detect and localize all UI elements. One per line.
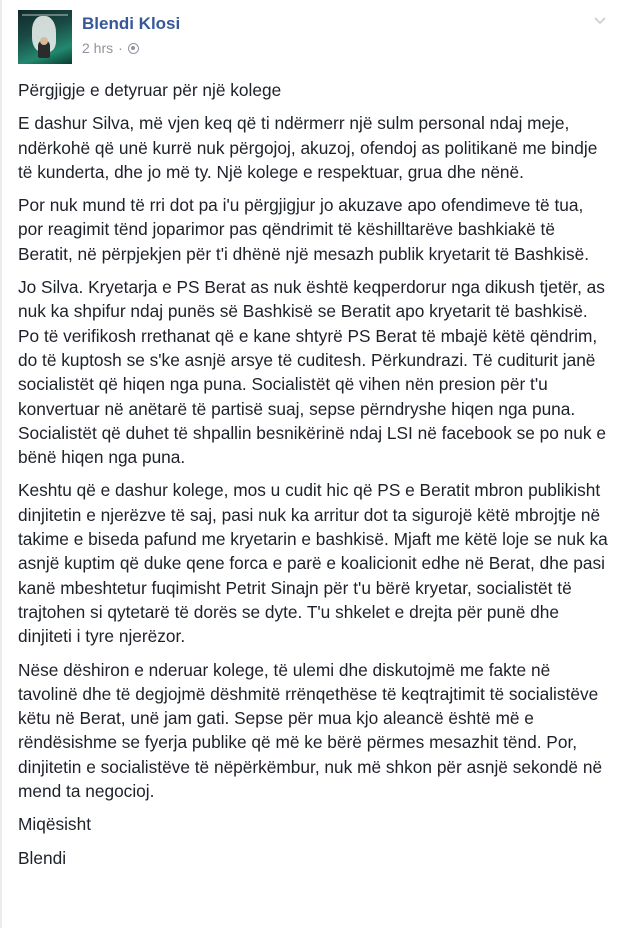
post-header xyxy=(18,10,608,64)
post-paragraph: E dashur Silva, më vjen keq që ti ndërmerr një sulm personal ndaj meje, ndërkohë që unë kurrë nuk përgojoj, akuzoj, ofendoj as politikanë me bindje të kunderta, dhe jo më ty. Një kolege e respektuar, grua dhe nënë. xyxy=(18,113,598,182)
post-body xyxy=(18,78,612,879)
author-avatar[interactable] xyxy=(18,10,72,64)
author-name-link[interactable]: Blendi Klosi xyxy=(82,14,181,33)
post-meta xyxy=(82,40,139,56)
chevron-down-icon[interactable] xyxy=(592,12,608,28)
post-paragraph: Nëse dëshiron e nderuar kolege, të ulemi dhe diskutojmë me fakte në tavolinë dhe të degjojmë dëshmitë rrënqethëse të keqtrajtimit të socialistëve këtu në Berat, unë jam gati. Sepse për mua kjo aleancë është më e rëndësishme se fyerja publike që më ke bërë përmes mesazhit tënd. Por, dinjitetin e socialistëve të nëpërkëmbur, nuk më shkon për asnjë sekondë në mend ta negocioj. xyxy=(18,659,603,802)
post-title-paragraph: Përgjigje e detyruar për një kolege xyxy=(18,80,282,100)
post-paragraph: Keshtu që e dashur kolege, mos u cudit hic që PS e Beratit mbron publikisht dinjitetin e njerëzve të saj, pasi nuk ka arritur dot ta sigurojë këtë mbrojtje në takime e biseda pafund me kryetarin e bashkisë. Mjaft me këtë loje se nuk ka asnjë kuptim që duke qene forca e parë e koalicionit edhe në Berat, dhe pasi kanë mbeshtetur fuqimisht Petrit Sinajn për t'u bërë kryetar, socialistët të trajtohen si qytetarë të dorës se dyte. T'u shkelet e drejta për punë dhe dinjiteti i tyre njerëzor. xyxy=(18,480,608,647)
post-paragraph: Por nuk mund të rri dot pa i'u përgjigjur jo akuzave apo ofendimeve të tua, por reagimit tënd joparimor pas qëndrimit të këshilltarëve bashkiakë të Beratit, në përpjekjen për t'i dhënë një mesazh publik kryetarit të Bashkisë. xyxy=(18,195,590,264)
post-signoff: Miqësisht xyxy=(18,814,91,835)
globe-icon[interactable] xyxy=(128,43,139,54)
post-signature: Blendi xyxy=(18,847,67,868)
post-paragraph: Jo Silva. Kryetarja e PS Berat as nuk është keqperdorur nga dikush tjetër, as nuk ka shpifur ndaj punës së Bashkisë se Beratit apo kryetarit të bashkisë. Po të verifikosh rrethanat që e kane shtyrë PS Berat të mbajë këtë qëndrim, do të kuptosh se s'ke asnjë arsye të cuditesh. Përkundrazi. Të cuditurit janë socialistët që hiqen nga puna. Socialistët që vihen nën presion për t'u konvertuar në anëtarë të partisë suaj, sepse përndryshe hiqen nga puna. Socialistët që duhet të shpallin besnikërinë ndaj LSI në facebook se po nuk e bënë hiqen nga puna. xyxy=(18,277,606,468)
timestamp-link[interactable]: 2 hrs xyxy=(82,40,114,56)
meta-separator: · xyxy=(118,40,123,56)
avatar-decoration xyxy=(40,37,48,45)
